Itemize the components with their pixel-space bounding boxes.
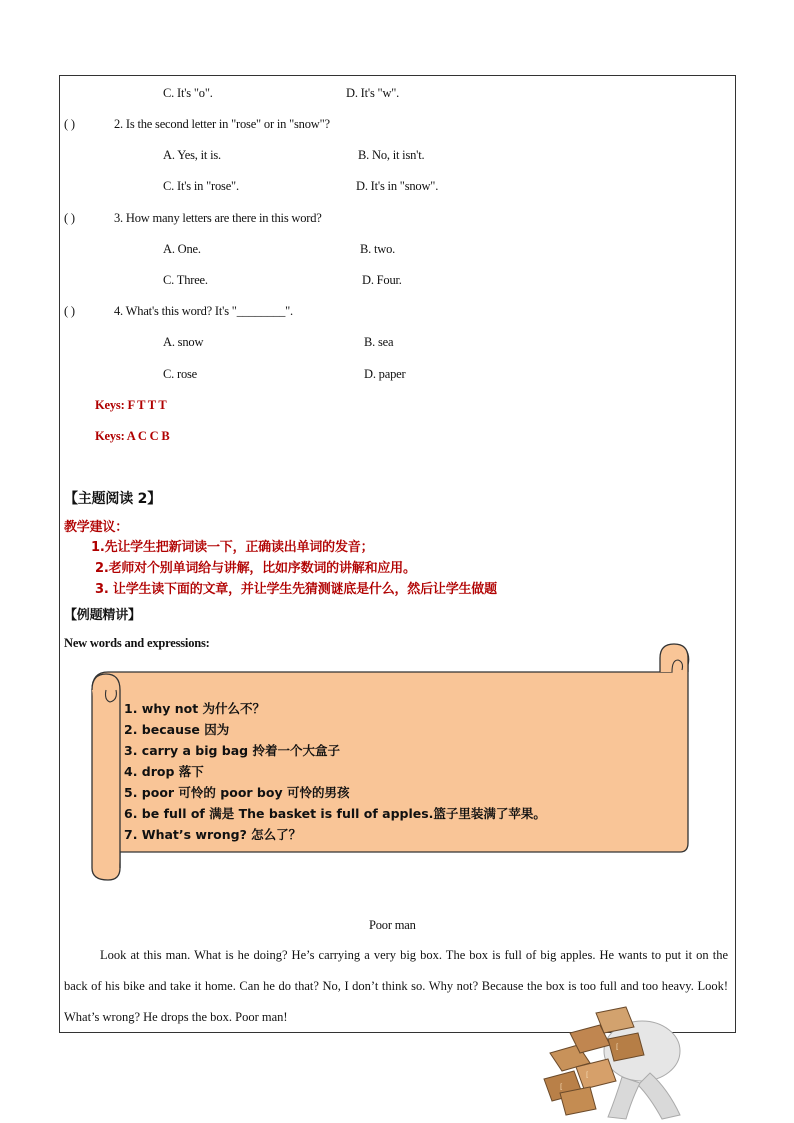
q3-option-c: C. Three. — [163, 273, 208, 287]
answer-keys-2: Keys: A C C B — [95, 429, 170, 443]
q4-option-b: B. sea — [364, 335, 394, 349]
q2-option-d: D. It's in "snow". — [356, 179, 439, 193]
vocab-item: 1. why not 为什么不？ — [124, 701, 266, 716]
vocab-item: 3. carry a big bag 拎着一个大盒子 — [124, 743, 340, 758]
q3-option-b: B. two. — [360, 242, 396, 256]
answer-keys-1: Keys: F T T T — [95, 398, 167, 412]
teaching-item-1: 1.先让学生把新词读一下，正确读出单词的发音； — [91, 540, 374, 555]
svg-text:[: [ — [586, 1071, 589, 1079]
man-carrying-boxes-illustration — [530, 993, 700, 1123]
q2-option-a: A. Yes, it is. — [163, 148, 221, 162]
q4-option-a: A. snow — [163, 335, 204, 349]
q3-answer-blank[interactable]: ( ) — [64, 211, 75, 225]
teaching-item-3: 3. 让学生读下面的文章，并让学生先猜测谜底是什么，然后让学生做题 — [95, 582, 497, 597]
q3-option-a: A. One. — [163, 242, 201, 256]
q2-text: 2. Is the second letter in "rose" or in "snow"? — [114, 117, 330, 131]
vocab-item: 4. drop 落下 — [124, 764, 204, 779]
new-words-title: New words and expressions: — [64, 636, 210, 650]
vocab-item: 5. poor 可怜的 poor boy 可怜的男孩 — [124, 785, 350, 800]
vocab-item: 2. because 因为 — [124, 722, 230, 737]
q4-option-d: D. paper — [364, 367, 406, 381]
q3-option-d: D. Four. — [362, 273, 402, 287]
q1-option-c: C. It's "o". — [163, 86, 213, 100]
q4-text: 4. What's this word? It's "________". — [114, 304, 293, 318]
story-title: Poor man — [369, 918, 416, 932]
svg-text:[: [ — [560, 1083, 563, 1091]
section-title: 【主题阅读 2】 — [64, 491, 162, 507]
teaching-item-2: 2.老师对个别单词给与讲解，比如序数词的讲解和应用。 — [95, 561, 416, 576]
q1-option-d: D. It's "w". — [346, 86, 400, 100]
svg-text:[: [ — [616, 1043, 619, 1051]
q2-answer-blank[interactable]: ( ) — [64, 117, 75, 131]
teaching-title: 教学建议： — [64, 520, 129, 535]
q2-option-c: C. It's in "rose". — [163, 179, 239, 193]
vocab-item: 7. What’s wrong? 怎么了？ — [124, 827, 302, 842]
q3-text: 3. How many letters are there in this word? — [114, 211, 322, 225]
vocab-list — [124, 698, 664, 845]
vocab-item: 6. be full of 满是 The basket is full of apples.篮子里装满了苹果。 — [124, 806, 546, 821]
example-title: 【例题精讲】 — [64, 608, 141, 623]
story-text: Look at this man. What is he doing? He’s carrying a very big box. The box is full of big apples. He wants to put it on the back of his bike and take it home. Can he do that? No, I don’t think so. Why not? Because the box is too full and too heavy. Look! What’s wrong? He drops the box. Poor man! — [64, 948, 728, 1024]
q4-answer-blank[interactable]: ( ) — [64, 304, 75, 318]
q2-option-b: B. No, it isn't. — [358, 148, 425, 162]
q4-option-c: C. rose — [163, 367, 198, 381]
